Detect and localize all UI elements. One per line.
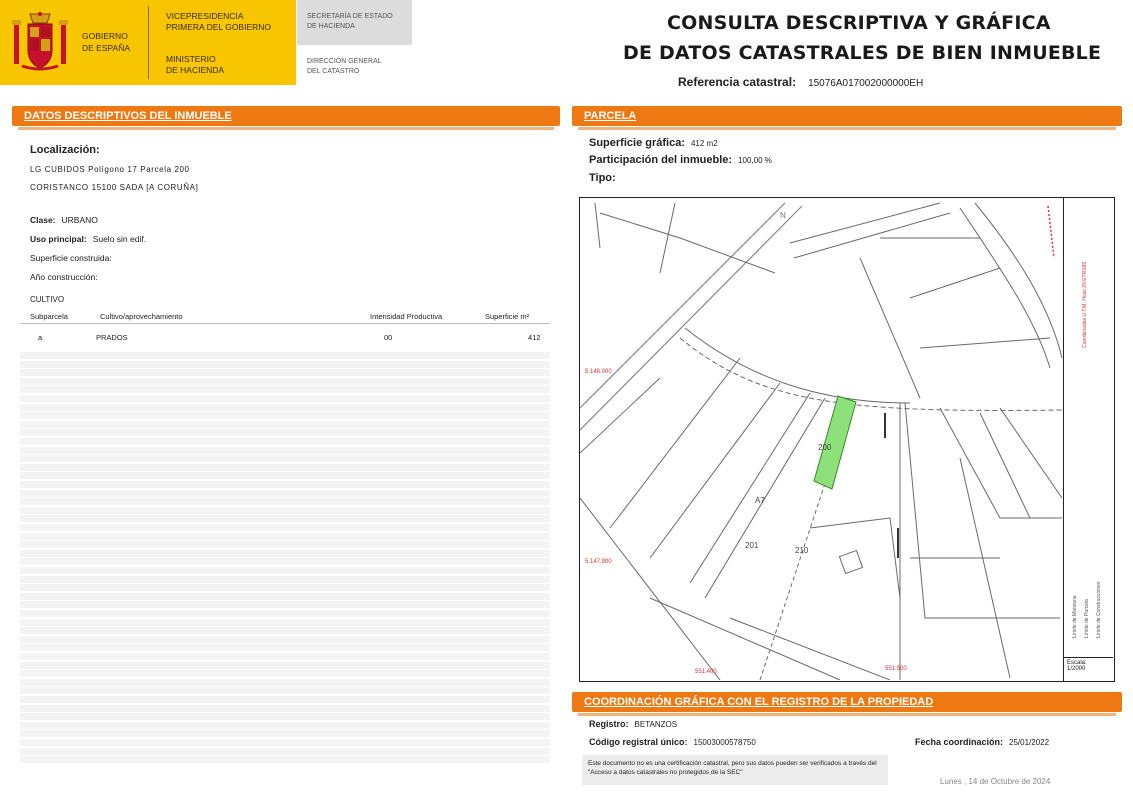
td-superficie: 412 (528, 333, 541, 342)
logo-text-catastro: DEL CATASTRO (307, 68, 360, 75)
table-empty-row (20, 464, 550, 471)
logo-divider (148, 6, 149, 79)
table-empty-row (20, 662, 550, 669)
table-empty-row (20, 722, 550, 729)
table-empty-row (20, 567, 550, 574)
map-label-200: 200 (818, 443, 832, 452)
table-empty-row (20, 404, 550, 411)
table-empty-row (20, 558, 550, 565)
logo-gray-panel (297, 0, 412, 45)
clase-value: URBANO (61, 215, 98, 225)
th-superficie: Superficie m² (485, 312, 530, 321)
table-empty-row (20, 636, 550, 643)
table-empty-row (20, 713, 550, 720)
logo-text-hacienda: DE HACIENDA (166, 65, 225, 75)
table-empty-row (20, 481, 550, 488)
cultivo-title: CULTIVO (30, 295, 65, 304)
section-bar-datos-descriptivos (12, 106, 560, 126)
participacion-label: Participación del inmueble: (589, 154, 733, 166)
table-empty-row (20, 730, 550, 737)
table-empty-row (20, 756, 550, 763)
logo-yellow-panel (0, 0, 296, 85)
table-empty-row (20, 386, 550, 393)
scale-label: Escala: (1067, 660, 1087, 666)
table-empty-row (20, 748, 550, 755)
table-empty-row (20, 498, 550, 505)
ref-value: 15076A017002000000EH (808, 78, 924, 89)
sup-grafica-value: 412 m2 (690, 139, 718, 148)
table-empty-row (20, 739, 550, 746)
map-bottom-coord-1: 551.400 (695, 669, 717, 675)
superficie-grafica-field (589, 137, 718, 149)
legend-text-manzana: Límite de Manzana (1072, 595, 1078, 638)
logo-text-ministerio: MINISTERIO (166, 54, 216, 64)
map-label-210: 210 (795, 546, 809, 555)
codigo-value: 15003000578750 (693, 738, 756, 747)
parcel-boundaries (580, 203, 1062, 680)
table-empty-row (20, 687, 550, 694)
section-bar-parcela (572, 106, 1122, 126)
legend-drawing (1064, 198, 1113, 656)
table-empty-row (20, 378, 550, 385)
logo-text-direccion: DIRECCIÓN GENERAL (307, 58, 382, 65)
table-empty-row (20, 524, 550, 531)
table-empty-row (20, 593, 550, 600)
map-bottom-coord-2: 551.500 (885, 666, 907, 672)
participacion-value: 100,00 % (738, 156, 772, 165)
legend-text-parcela: Límite de Parcela (1084, 599, 1090, 638)
cadastral-map-drawing (580, 198, 1063, 680)
clase-field (30, 215, 98, 225)
map-scale-box (1064, 657, 1113, 681)
map-label-201: 201 (745, 541, 759, 550)
td-intensidad: 00 (384, 333, 393, 342)
map-legend (1063, 198, 1114, 681)
tipo-label: Tipo: (589, 172, 616, 184)
table-empty-row (20, 507, 550, 514)
fecha-value: 25/01/2022 (1009, 738, 1050, 747)
table-empty-row (20, 644, 550, 651)
clase-label: Clase: (30, 215, 56, 225)
codigo-label: Código registral único: (589, 737, 688, 747)
registro-field (589, 719, 677, 729)
document-title-line2: DE DATOS CATASTRALES DE BIEN INMUEBLE (623, 42, 1102, 64)
table-empty-row (20, 447, 550, 454)
table-empty-row (20, 670, 550, 677)
table-empty-row (20, 696, 550, 703)
table-empty-row (20, 610, 550, 617)
table-empty-row (20, 601, 550, 608)
td-subparcela: a (38, 333, 43, 342)
superficie-construida-label: Superficie construida: (30, 253, 112, 263)
th-intensidad: Intensidad Productiva (370, 312, 443, 321)
th-cultivo: Cultivo/aprovechamiento (100, 312, 183, 321)
logo-text-gobierno: GOBIERNO (82, 31, 128, 41)
map-red-edge-mark (1048, 206, 1054, 258)
section-bar-coordinacion (572, 692, 1122, 712)
table-empty-row (20, 515, 550, 522)
table-empty-row (20, 550, 550, 557)
referencia-catastral (678, 75, 923, 89)
table-empty-row (20, 455, 550, 462)
table-empty-row (20, 361, 550, 368)
section-title-coordinacion: COORDINACIÓN GRÁFICA CON EL REGISTRO DE LA PROPIEDAD (584, 696, 934, 708)
table-header-rule (20, 323, 550, 324)
table-empty-row (20, 369, 550, 376)
table-empty-row (20, 584, 550, 591)
table-empty-row (20, 679, 550, 686)
table-empty-row (20, 472, 550, 479)
table-empty-row (20, 619, 550, 626)
localizacion-label: Localización: (30, 144, 100, 156)
address-line-2: CORISTANCO 15100 SADA [A CORUÑA] (30, 183, 199, 192)
table-empty-row (20, 421, 550, 428)
map-label-north: N (780, 211, 786, 220)
td-cultivo: PRADOS (96, 333, 128, 342)
document-title-line1: CONSULTA DESCRIPTIVA Y GRÁFICA (667, 12, 1051, 34)
scale-value: 1/2000 (1067, 666, 1086, 672)
registro-label: Registro: (589, 719, 629, 729)
fecha-coordinacion-field (915, 737, 1049, 747)
uso-value: Suelo sin edif. (92, 234, 147, 244)
footer-date: Lunes , 14 de Octubre de 2024 (940, 777, 1051, 786)
registro-value: BETANZOS (634, 720, 678, 729)
table-empty-row (20, 705, 550, 712)
participacion-field (589, 154, 772, 166)
table-empty-row (20, 412, 550, 419)
table-empty-row (20, 533, 550, 540)
fecha-label: Fecha coordinación: (915, 737, 1004, 747)
section-title-parcela: PARCELA (584, 110, 637, 122)
table-empty-row (20, 653, 550, 660)
table-empty-row (20, 627, 550, 634)
logo-text-secretaria-2: DE HACIENDA (307, 23, 355, 30)
ref-label: Referencia catastral: (678, 75, 797, 89)
table-empty-row (20, 490, 550, 497)
table-empty-row (20, 541, 550, 548)
government-logo-block (0, 0, 412, 85)
address-line-1: LG CUBIDOS Polígono 17 Parcela 200 (30, 165, 190, 174)
table-empty-row (20, 576, 550, 583)
map-label-a7: A7 (755, 496, 765, 505)
logo-text-espana: DE ESPAÑA (82, 43, 131, 53)
codigo-registral-field (589, 737, 756, 747)
table-empty-row (20, 438, 550, 445)
coat-of-arms-icon (8, 10, 72, 76)
map-side-coord-2: 5.147.900 (585, 559, 612, 565)
th-subparcela: Subparcela (30, 312, 68, 321)
legend-red-text: Coordenadas U.T.M. Huso 29 ETRS89 (1082, 261, 1088, 348)
uso-field (30, 234, 146, 244)
table-empty-row (20, 395, 550, 402)
table-empty-row (20, 429, 550, 436)
cadastral-map[interactable] (579, 197, 1115, 682)
map-side-coord-1: 5.148.000 (585, 369, 612, 375)
anio-construccion-label: Año construcción: (30, 272, 98, 282)
disclaimer-note: Este documento no es una certificación catastral, pero sus datos pueden ser verificados a través del "Acceso a datos catastrales no protegidos de la SEC" (582, 755, 888, 785)
uso-label: Uso principal: (30, 234, 87, 244)
section-title-datos: DATOS DESCRIPTIVOS DEL INMUEBLE (24, 110, 232, 122)
sup-grafica-label: Superficie gráfica: (589, 137, 685, 149)
legend-text-construcciones: Límite de Construcciones (1096, 581, 1102, 638)
logo-text-primera: PRIMERA DEL GOBIERNO (166, 22, 272, 32)
logo-text-vicepresidencia: VICEPRESIDENCIA (166, 11, 244, 21)
table-empty-row (20, 352, 550, 359)
logo-text-secretaria: SECRETARÍA DE ESTADO (307, 13, 393, 20)
